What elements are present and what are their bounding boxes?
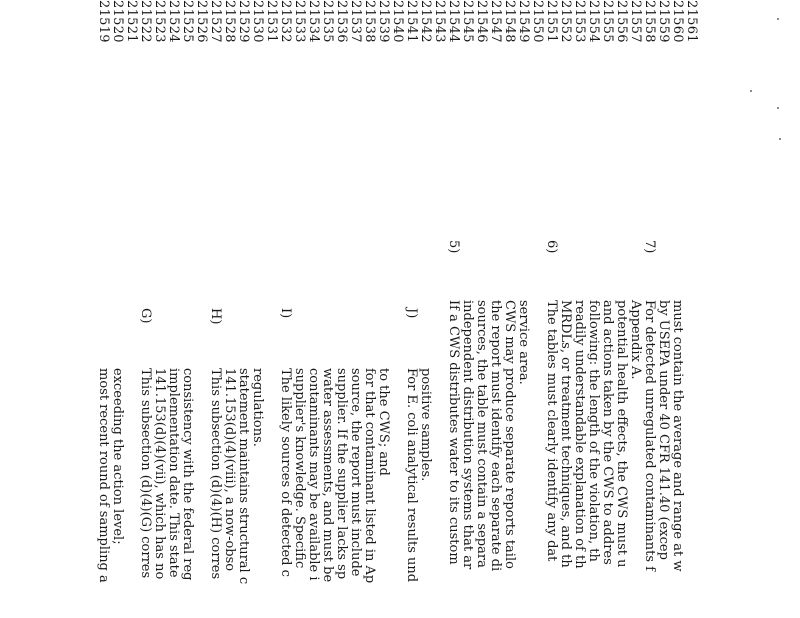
line-number: 21540	[390, 0, 405, 43]
line-number: 21531	[264, 0, 279, 43]
body-text-line: positive samples.	[418, 368, 433, 482]
body-text-line: potential health effects, the CWS must u	[614, 300, 629, 568]
line-number: 21522	[138, 0, 153, 43]
line-number: 21546	[474, 0, 489, 43]
body-text-line: 141.153(d)(4)(vii), which has no	[152, 368, 167, 580]
body-text-line: regulations.	[250, 368, 265, 447]
line-number: 21541	[404, 0, 419, 43]
line-number: 21550	[530, 0, 545, 43]
body-text-line: The likely sources of detected c	[278, 368, 293, 577]
body-text-line: The tables must clearly identify any dat	[544, 300, 559, 562]
line-number: 21559	[656, 0, 671, 43]
line-number: 21551	[544, 0, 559, 43]
item-marker-g: G)	[138, 308, 153, 324]
item-marker-6: 6)	[544, 240, 559, 254]
line-number: 21547	[488, 0, 503, 43]
body-text-line: For detected unregulated contaminants f	[642, 300, 657, 571]
item-marker-h: H)	[208, 308, 223, 325]
line-number: 21544	[446, 0, 461, 43]
line-number: 21519	[96, 0, 111, 43]
item-marker-7: 7)	[642, 240, 657, 254]
line-number: 21528	[222, 0, 237, 43]
line-number: 21527	[208, 0, 223, 43]
line-number: 21553	[572, 0, 587, 43]
line-number: 21548	[502, 0, 517, 43]
line-number: 21534	[306, 0, 321, 43]
scan-speck	[779, 138, 781, 140]
scan-speck	[777, 107, 779, 109]
line-number: 21558	[642, 0, 657, 43]
body-text-line: must contain the average and range at w	[670, 300, 685, 572]
line-number: 21524	[166, 0, 181, 43]
body-text-line: implementation date. This state	[166, 368, 181, 578]
line-number: 21537	[348, 0, 363, 43]
line-number: 21552	[558, 0, 573, 43]
body-text-line: consistency with the federal reg	[180, 368, 195, 581]
line-number: 21533	[292, 0, 307, 43]
body-text-line: and actions taken by the CWS to addres	[600, 300, 615, 565]
line-number: 21543	[432, 0, 447, 43]
body-text-line: service area.	[516, 300, 531, 385]
body-text-line: supplier. If the supplier lacks sp	[334, 368, 349, 580]
line-number: 21525	[180, 0, 195, 43]
body-text-line: most recent round of sampling a	[96, 368, 111, 583]
line-number: 21532	[278, 0, 293, 43]
line-number: 21556	[614, 0, 629, 43]
line-number: 21549	[516, 0, 531, 43]
item-marker-5: 5)	[446, 240, 461, 254]
body-text-line: sources, the table must contain a separa	[474, 300, 489, 568]
item-marker-j: J)	[404, 308, 419, 319]
body-text-line: 141.153(d)(4)(viii), a now-obso	[222, 368, 237, 572]
line-number: 21554	[586, 0, 601, 43]
line-number: 21542	[418, 0, 433, 43]
body-text-line: CWS may produce separate reports tailo	[502, 300, 517, 569]
line-number: 21521	[124, 0, 139, 43]
body-text-line: independent distribution systems that ar	[460, 300, 475, 570]
line-number: 21536	[334, 0, 349, 43]
line-number: 21545	[460, 0, 475, 43]
line-number: 21560	[670, 0, 685, 43]
line-number: 21557	[628, 0, 643, 43]
line-number: 21520	[110, 0, 125, 43]
line-number: 21555	[600, 0, 615, 43]
body-text-line: source, the report must include	[348, 368, 363, 577]
line-number: 21523	[152, 0, 167, 43]
line-number: 21526	[194, 0, 209, 43]
body-text-line: water assessments, and must be	[320, 368, 335, 583]
body-text-line: readily understandable explanation of th	[572, 300, 587, 569]
scan-speck	[777, 18, 779, 20]
line-number: 21561	[684, 0, 699, 43]
body-text-line: For E. coli analytical results und	[404, 368, 419, 583]
line-number: 21530	[250, 0, 265, 43]
body-text-line: Appendix A.	[628, 300, 643, 380]
scan-speck	[750, 90, 752, 92]
line-number: 21535	[320, 0, 335, 43]
item-marker-i: I)	[278, 308, 293, 319]
body-text-line: If a CWS distributes water to its custom	[446, 300, 461, 565]
body-text-line: MRDLs, or treatment techniques, and th	[558, 300, 573, 568]
body-text-line: exceeding the action level;	[110, 368, 125, 545]
body-text-line: supplier's knowledge. Specific	[292, 368, 307, 569]
body-text-line: by USEPA under 40 CFR 141.40 (excep	[656, 300, 671, 560]
line-number: 21539	[376, 0, 391, 43]
body-text-line: statement maintains structural c	[236, 368, 251, 585]
line-number: 21529	[236, 0, 251, 43]
body-text-line: for that contaminant listed in Ap	[362, 368, 377, 584]
line-number: 21538	[362, 0, 377, 43]
body-text-line: This subsection (d)(4)(G) corres	[138, 368, 153, 579]
body-text-line: This subsection (d)(4)(H) corres	[208, 368, 223, 580]
body-text-line: to the CWS; and	[376, 368, 391, 476]
body-text-line: following: the length of the violation, th	[586, 300, 601, 562]
body-text-line: the report must identify each separate di	[488, 300, 503, 572]
body-text-line: contaminants may be available i	[306, 368, 321, 581]
